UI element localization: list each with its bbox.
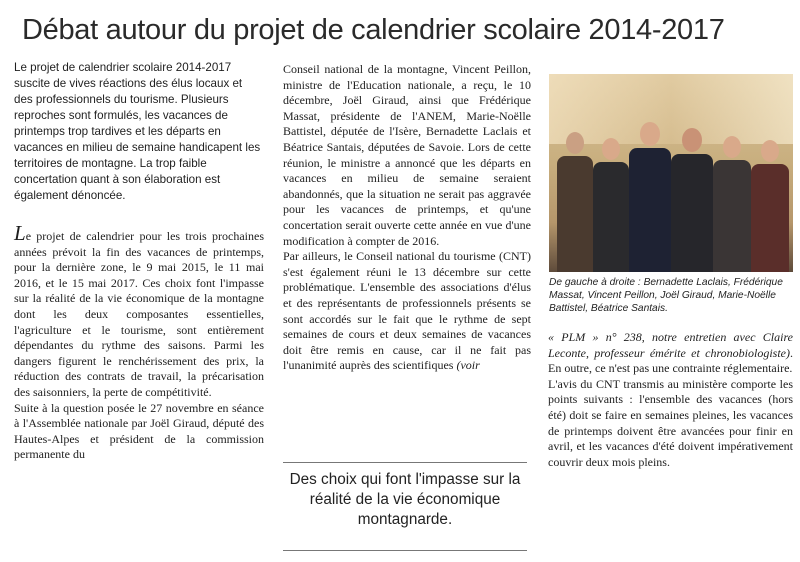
photo-person [557, 132, 593, 272]
column-1-paragraph-1-text: e projet de calendrier pour les trois prochaines années prévoit la fin des vacances de printemps, pour la dernière zone, le 9 mai 2015, le 11 mai 2016, et le 15 mai 2017. Ces choix font l'impasse sur la réalité de la vie économique de la montagne dont les deux composantes essentielles, l'agriculture et le tourisme, sont entièrement dépendantes du rythme des saisons. Parmi les dangers figurent le renchérissement des prix, la réduction des contrats de travail, la précarisation des saisonniers, la perte de compétitivité. [14, 229, 264, 399]
group-photo [549, 74, 793, 272]
photo-person-body [713, 160, 751, 272]
article-column-1 [14, 221, 264, 463]
column-3-paragraph-1-italic: « PLM » n° 238, notre entretien avec Claire Leconte, professeur émérite et chronobiologiste) [548, 330, 793, 360]
photo-person [629, 122, 671, 272]
photo-person [593, 138, 629, 272]
photo-person-body [557, 156, 593, 272]
pull-quote: Des choix qui font l'impasse sur la réalité de la vie économique montagnarde. [289, 471, 521, 528]
column-2-paragraph-2-text: Par ailleurs, le Conseil national du tourisme (CNT) s'est également réuni le 13 décembre sur cette problématique. L'ensemble des associations d'élus et des représentants de professionnels présents se sont accordés sur le fait que le rythme de sept semaines de cours et deux semaines de vacances doit être remis en cause, car il ne fait pas l'unanimité auprès des scientifiques [283, 249, 531, 373]
pull-quote-top-rule [283, 462, 527, 463]
photo-caption: De gauche à droite : Bernadette Laclais, Frédérique Massat, Vincent Peillon, Joël Giraud, Marie-Noëlle Battistel, Béatrice Santais. [549, 277, 783, 314]
photo-person-head [723, 136, 741, 158]
column-3-paragraph-1 [548, 330, 793, 377]
column-2-paragraph-2-italic: (voir [456, 358, 480, 373]
column-2-paragraph-1: Conseil national de la montagne, Vincent Peillon, ministre de l'Education nationale, a reçu, le 10 décembre, Joël Giraud, ainsi que Frédérique Massat, présidente de l'ANEM, Marie-Noëlle Battistel, députée de l'Isère, Bernadette Laclais et Béatrice Santais, députées de Savoie. Lors de cette réunion, le ministre a annoncé que les départs en vacances en milieu de semaine seraient abandonnés, que la situation ne serait pas aggravée pour les vacances de printemps, et qu'une concertation serait ouverte cette année en vue d'une modification à compter de 2016. [283, 62, 531, 248]
column-1-paragraph-1 [14, 221, 264, 401]
photo-person-head [682, 128, 702, 152]
photo-person [713, 136, 751, 272]
photo-person-body [593, 162, 629, 272]
photo-person-body [671, 154, 713, 272]
pull-quote-bottom-rule [283, 550, 527, 551]
photo-person-head [761, 140, 779, 162]
article-headline: Débat autour du projet de calendrier scolaire 2014-2017 [22, 14, 725, 46]
column-2-paragraph-2 [283, 249, 531, 374]
article-lead: Le projet de calendrier scolaire 2014-2017 suscite de vives réactions des élus locaux et des professionnels du tourisme. Plusieurs reproches sont formulés, les vacances de printemps trop tardives et les départs en vacances en milieu de semaine handicapent les territoires de montagne. La trop faible concertation quant à son élaboration est également dénoncée. [14, 61, 261, 202]
column-3-paragraph-1-text: . En outre, ce n'est pas une contrainte réglementaire. [548, 345, 793, 376]
photo-person [671, 128, 713, 272]
photo-person-head [640, 122, 660, 146]
photo-person-head [566, 132, 584, 154]
article-column-3 [548, 330, 793, 470]
drop-cap: L [14, 221, 26, 245]
column-1-paragraph-2: Suite à la question posée le 27 novembre en séance à l'Assemblée nationale par Joël Giraud, député des Hautes-Alpes et président de la commission permanente du [14, 400, 264, 462]
column-3-paragraph-2: L'avis du CNT transmis au ministère comporte les points suivants : l'ensemble des vacances (hors été) doit se faire en semaines pleines, les vacances de printemps doivent être avancées pour finir en avril, et les vacances d'été doivent impérativement couvrir deux mois pleins. [548, 376, 793, 469]
photo-person [751, 140, 789, 272]
photo-person-head [602, 138, 620, 160]
article-column-2 [283, 62, 531, 374]
photo-person-body [629, 148, 671, 272]
photo-person-body [751, 164, 789, 272]
